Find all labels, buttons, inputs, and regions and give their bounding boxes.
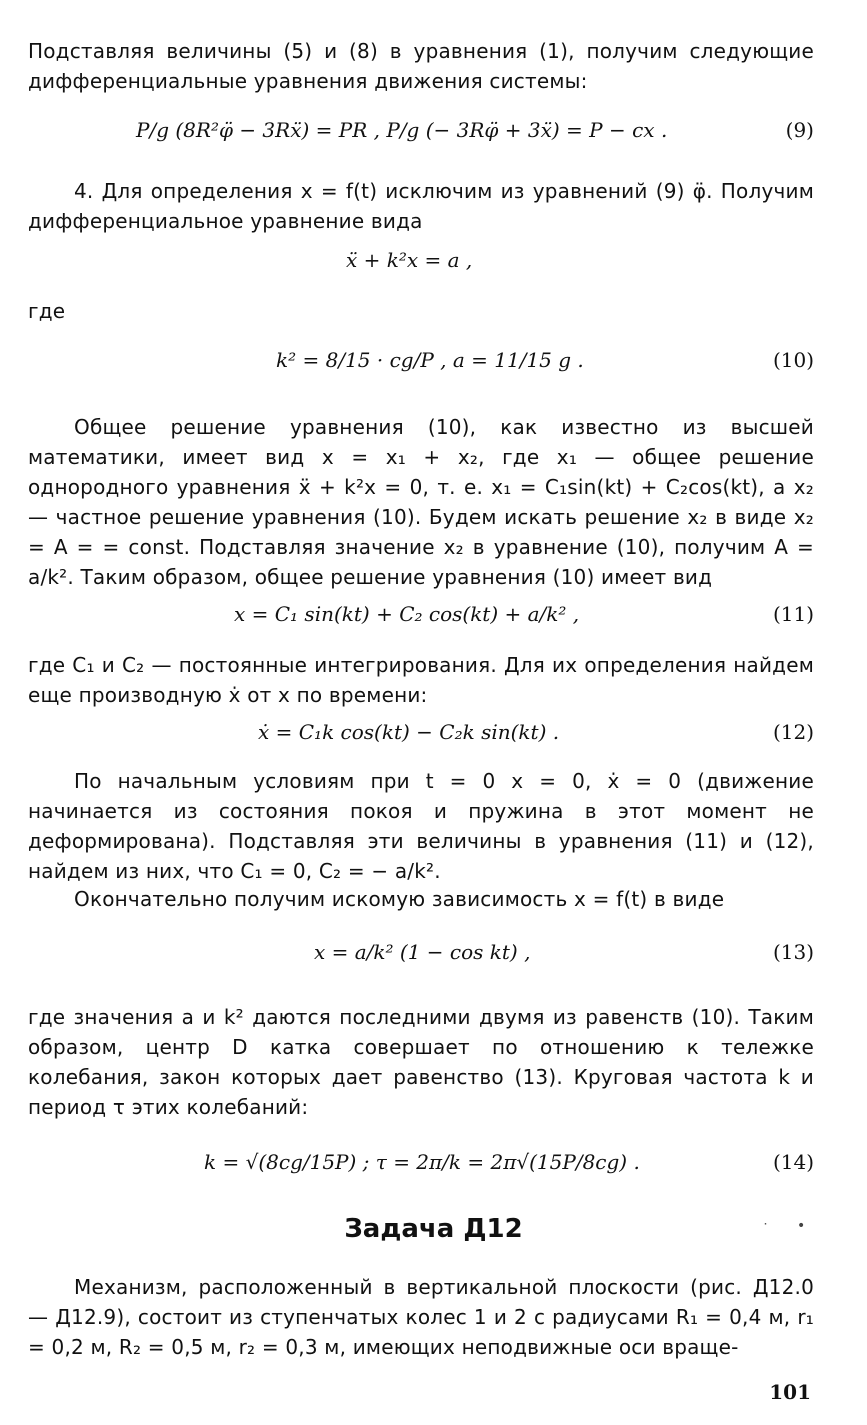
equation-13 (28, 940, 814, 980)
paragraph-general-solution: Общее решение уравнения (10), как известно из высшей математики, имеет вид x = x₁ + x₂, где x₁ — общее решение однородного уравнения ẍ + k²x = 0, т. е. x₁ = C₁sin(kt) + C₂cos(kt), а x₂ — частное решение уравнения (10). Будем искать решение x₂ в виде x₂ = A = = const. Подставляя значение x₂ в уравнение (10), получим A = a/k². Таким образом, общее решение уравнения (10) имеет вид (28, 415, 814, 589)
paragraph-intro: Подставляя величины (5) и (8) в уравнения (1), получим следующие дифференциальные уравнения движения системы: (28, 39, 814, 93)
paragraph-final: Окончательно получим искомую зависимость x = f(t) в виде (74, 887, 725, 911)
equation-13-number: (13) (772, 940, 814, 964)
equation-9 (28, 118, 814, 158)
equation-14-body: k = √(8cg/15P) ; τ = 2π/k = 2π√(15P/8cg) . (204, 1150, 640, 1174)
equation-14-number: (14) (772, 1150, 814, 1174)
equation-10-number: (10) (772, 348, 814, 372)
equation-9-number: (9) (785, 118, 814, 142)
scan-speck-mark: ˙ (762, 1222, 769, 1238)
paragraph-problem-statement: Механизм, расположенный в вертикальной плоскости (рис. Д12.0 — Д12.9), состоит из ступенчатых колес 1 и 2 с радиусами R₁ = 0,4 м, r₁ = 0,2 м, R₂ = 0,5 м, r₂ = 0,3 м, имеющих неподвижные оси враще- (28, 1275, 814, 1359)
paragraph-oscillation: где значения a и k² даются последними двумя из равенств (10). Таким образом, центр D катка совершает по отношению к тележке колебания, закон которых дает равенство (13). Круговая частота k и период τ этих колебаний: (28, 1005, 814, 1119)
equation-basic-body: ẍ + k²x = a , (346, 248, 473, 272)
equation-14 (28, 1150, 814, 1190)
section-title: Задача Д12 (344, 1214, 523, 1244)
equation-12 (28, 720, 814, 760)
paragraph-step-4: 4. Для определения x = f(t) исключим из уравнений (9) φ̈. Получим дифференциальное уравнение вида (28, 179, 814, 233)
equation-11 (28, 602, 814, 642)
scan-speck-mark: • (797, 1218, 806, 1234)
equation-10-body: k² = 8/15 · cg/P , a = 11/15 g . (276, 348, 584, 372)
equation-9-body: P/g (8R²φ̈ − 3Rẍ) = PR , P/g (− 3Rφ̈ + 3ẍ) = P − cx . (136, 118, 668, 142)
equation-basic (28, 248, 814, 288)
equation-11-body: x = C₁ sin(kt) + C₂ cos(kt) + a/k² , (234, 602, 580, 626)
paragraph-where: где (28, 299, 66, 323)
equation-12-body: ẋ = C₁k cos(kt) − C₂k sin(kt) . (258, 720, 560, 744)
equation-13-body: x = a/k² (1 − cos kt) , (314, 940, 531, 964)
equation-10 (28, 348, 814, 388)
paragraph-initial-conditions: По начальным условиям при t = 0 x = 0, ẋ = 0 (движение начинается из состояния покоя и пружина в этот момент не деформирована). Подставляя эти величины в уравнения (11) и (12), найдем из них, что C₁ = 0, C₂ = − a/k². (28, 769, 814, 883)
equation-11-number: (11) (772, 602, 814, 626)
page-number: 101 (769, 1380, 811, 1404)
equation-12-number: (12) (772, 720, 814, 744)
paragraph-constants: где C₁ и C₂ — постоянные интегрирования. Для их определения найдем еще производную ẋ от x по времени: (28, 653, 814, 707)
